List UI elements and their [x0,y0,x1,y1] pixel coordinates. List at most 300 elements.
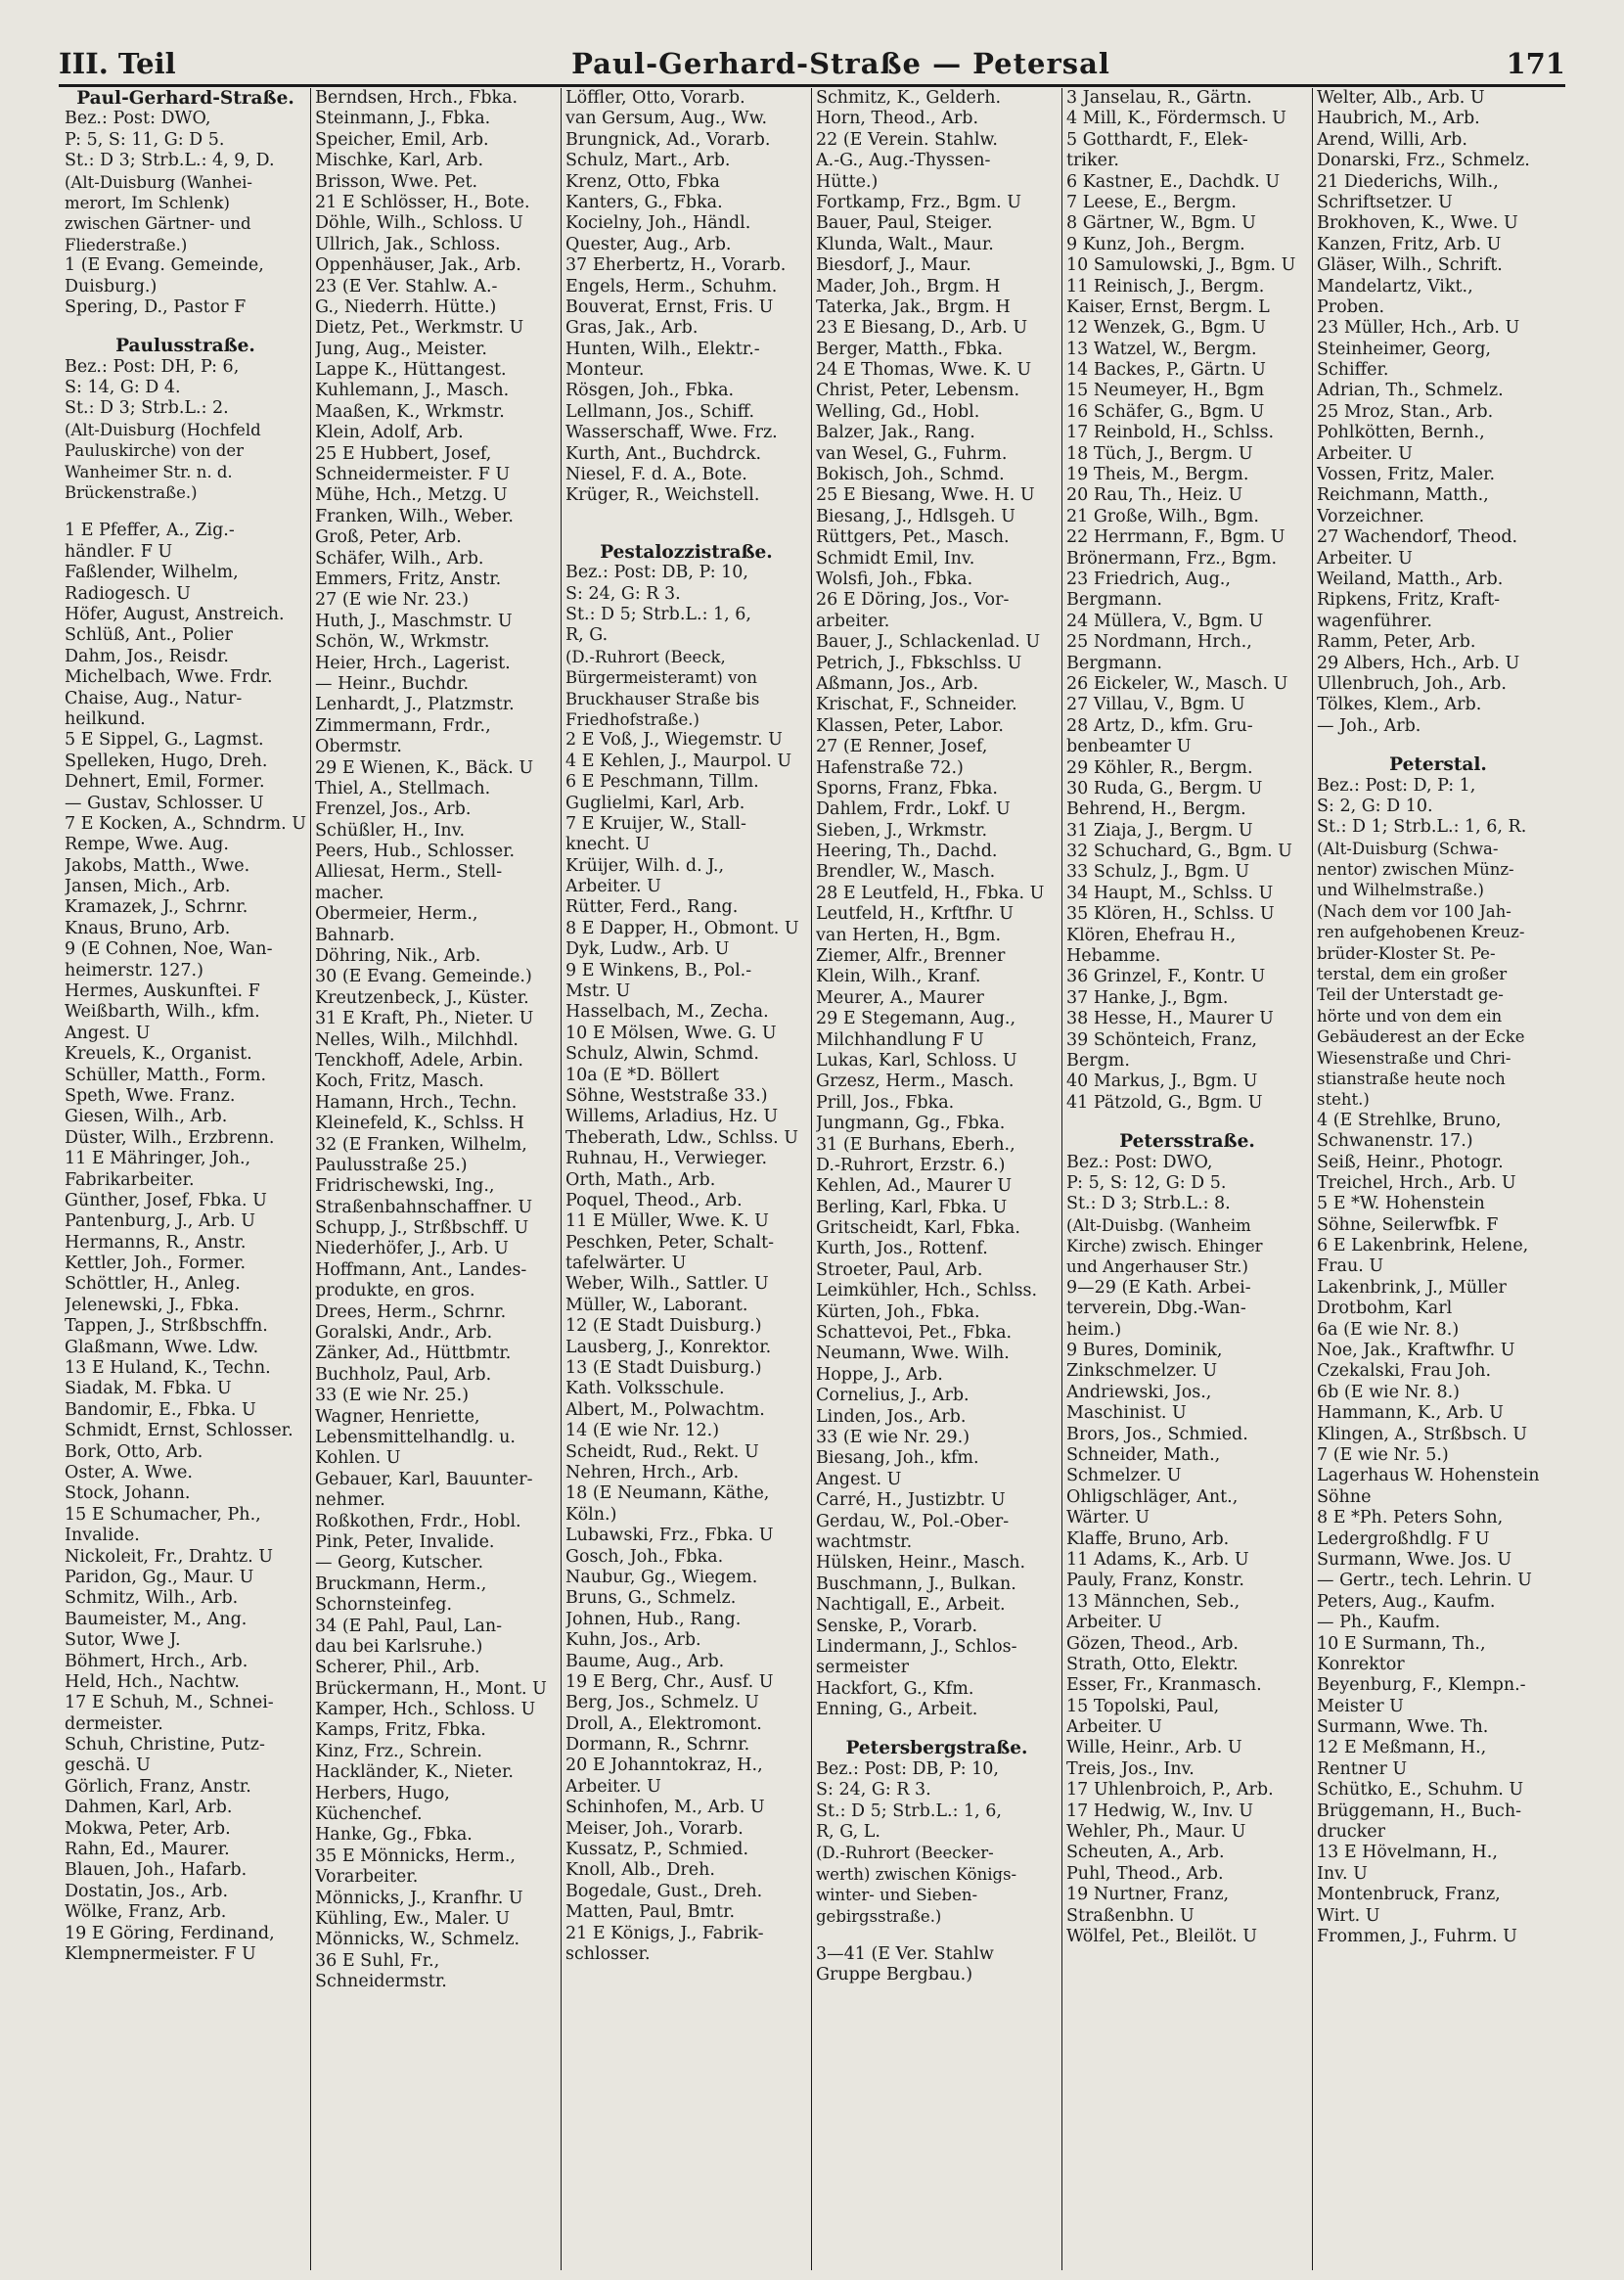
directory-entry: Kinz, Frz., Schrein. [315,1741,482,1761]
directory-entry: Günther, Josef, Fbka. U [65,1190,267,1210]
directory-entry: Döhring, Nik., Arb. [315,946,481,967]
directory-entry: 40 Markus, J., Bgm. U [1066,1072,1258,1092]
directory-entry: Welter, Alb., Arb. U [1317,88,1485,108]
directory-entry: Rösgen, Joh., Fbka. [565,381,735,401]
directory-entry: Gritscheidt, Karl, Fbka. [816,1218,1020,1239]
directory-entry: Kanters, G., Fbka. [565,192,723,212]
directory-entry: Schlüß, Ant., Polier [65,625,233,646]
directory-entry: Wölke, Franz, Arb. [65,1902,227,1923]
directory-entry: Faßlender, Wilhelm, [65,563,239,583]
directory-entry: St.: D 3; Strb.L.: 4, 9, D. [65,151,275,171]
directory-entry: Paulusstraße 25.) [315,1155,468,1175]
directory-entry: Kehlen, Ad., Maurer U [816,1176,1013,1197]
directory-entry: 29 E Wienen, K., Bäck. U [315,757,534,778]
directory-entry: 34 (E Pahl, Paul, Lan- [315,1616,503,1636]
directory-entry: Kamps, Fritz, Fbka. [315,1720,486,1741]
directory-entry: Klempnermeister. F U [65,1943,256,1964]
directory-entry: Kreutzenbeck, J., Küster. [315,987,529,1008]
directory-entry: Poquel, Theod., Arb. [565,1190,743,1210]
directory-entry: Baume, Aug., Arb. [565,1651,725,1671]
directory-entry: 21 Große, Wilh., Bgm. [1066,506,1259,526]
directory-entry: Bahnarb. [315,925,395,945]
directory-entry: Petrich, J., Fbkschlss. U [816,653,1022,673]
directory-entry: Kussatz, P., Schmied. [565,1840,749,1860]
directory-entry: 25 E Hubbert, Josef, [315,443,492,464]
directory-entry: Milchhandlung F U [816,1029,984,1050]
directory-entry: Inv. U [1317,1863,1368,1884]
directory-entry: Wölfel, Pet., Bleilöt. U [1066,1926,1258,1946]
directory-entry: Ruhnau, H., Verwieger. [565,1149,768,1169]
directory-entry: 8 E Dapper, H., Obmont. U [565,918,799,938]
directory-entry: Schinhofen, M., Arb. U [565,1798,765,1818]
directory-entry: Fridrischewski, Ing., [315,1176,495,1197]
directory-entry: Rempe, Wwe. Aug. [65,835,229,855]
directory-entry: 20 E Johanntokraz, H., [565,1756,763,1776]
directory-entry: 10 Samulowski, J., Bgm. U [1066,255,1296,276]
directory-entry: Höfer, August, Anstreich. [65,604,285,624]
directory-entry: 33 (E wie Nr. 29.) [816,1428,970,1447]
directory-entry: Engels, Herm., Schuhm. [565,276,778,296]
directory-entry: Düster, Wilh., Erzbrenn. [65,1127,275,1148]
directory-entry: Schattevoi, Pet., Fbka. [816,1323,1013,1344]
directory-entry: Klein, Adolf, Arb. [315,423,464,443]
directory-entry: Lappe K., Hüttangest. [315,360,507,381]
directory-entry: Weber, Wilh., Sattler. U [565,1274,769,1295]
directory-entry: Esser, Fr., Kranmasch. [1066,1675,1262,1696]
directory-entry: 30 Ruda, G., Bergm. U [1066,778,1263,798]
directory-entry: Lellmann, Jos., Schiff. [565,401,755,422]
directory-entry: Matten, Paul, Bmtr. [565,1902,736,1923]
directory-entry: Rahn, Ed., Maurer. [65,1840,230,1860]
directory-entry: Hunten, Wilh., Elektr.- [565,339,760,359]
directory-entry: Andriewski, Jos., [1066,1382,1212,1402]
directory-entry: produkte, en gros. [315,1281,475,1301]
directory-entry: Schüller, Matth., Form. [65,1065,267,1085]
directory-entry: 17 Hedwig, W., Inv. U [1066,1801,1254,1821]
directory-entry: terverein, Dbg.-Wan- [1066,1299,1246,1319]
directory-entry: Oppenhäuser, Jak., Arb. [315,255,521,276]
directory-entry: Zimmermann, Frdr., [315,715,491,736]
directory-entry: Krüger, R., Weichstell. [565,485,760,506]
directory-entry: (Alt-Duisbg. (Wanheim [1066,1215,1251,1235]
directory-entry: 21 Diederichs, Wilh., [1317,171,1499,192]
directory-entry: Lenhardt, J., Platzmstr. [315,695,515,715]
directory-entry: 21 E Schlösser, H., Bote. [315,192,530,212]
directory-entry: — Heinr., Buchdr. [315,673,470,694]
directory-entry: Nickoleit, Fr., Drahtz. U [65,1546,274,1567]
directory-entry: 32 (E Franken, Wilhelm, [315,1134,527,1155]
directory-entry: Peters, Aug., Kaufm. [1317,1591,1496,1612]
directory-entry: Jakobs, Matth., Wwe. [65,855,250,876]
directory-entry: Christ, Peter, Lebensm. [816,381,1020,401]
directory-entry: Cornelius, J., Arb. [816,1386,970,1406]
directory-entry: 9 Bures, Dominik, [1066,1341,1223,1361]
directory-entry: und Wilhelmstraße.) [1317,881,1484,900]
directory-entry: Hülsken, Heinr., Masch. [816,1553,1026,1573]
directory-entry: R, G. [565,625,609,646]
directory-entry: Tenckhoff, Adele, Arbin. [315,1050,523,1071]
directory-entry: Arbeiter. U [565,877,661,897]
directory-entry: drucker [1317,1822,1385,1843]
directory-entry: 26 E Döring, Jos., Vor- [816,590,1010,611]
directory-entry: Guglielmi, Karl, Arb. [565,793,745,813]
directory-entry: Drees, Herm., Schrnr. [315,1301,507,1322]
directory-entry: Kreuels, K., Organist. [65,1044,252,1065]
directory-entry: Brendler, W., Masch. [816,862,996,883]
directory-entry: Hackfort, G., Kfm. [816,1678,974,1699]
directory-entry: Mönnicks, J., Kranfhr. U [315,1888,523,1908]
directory-entry: Hoffmann, Ant., Landes- [315,1259,527,1280]
directory-entry: (D.-Ruhrort (Beecker- [816,1844,994,1863]
directory-entry: 19 Theis, M., Bergm. [1066,465,1249,485]
directory-entry: Mstr. U [565,981,631,1002]
directory-entry: Buchholz, Paul, Arb. [315,1364,492,1385]
street-heading: Pestalozzistraße. [600,541,773,563]
directory-entry: Bruns, G., Schmelz. [565,1588,737,1609]
directory-entry: 11 Adams, K., Arb. U [1066,1549,1249,1570]
directory-entry: Dahmen, Karl, Arb. [65,1798,233,1818]
directory-entry: Berg, Jos., Schmelz. U [565,1693,759,1713]
directory-entry: Gosch, Joh., Fbka. [565,1546,724,1567]
directory-entry: heimerstr. 127.) [65,960,203,980]
directory-entry: Blauen, Joh., Hafarb. [65,1860,248,1881]
directory-entry: 10 E Surmann, Th., [1317,1633,1486,1654]
directory-entry: Arend, Willi, Arb. [1317,129,1467,150]
directory-entry: 15 Neumeyer, H., Bgm [1066,381,1265,401]
page-title: Paul-Gerhard-Straße — Petersal [571,47,1110,80]
column-2 [311,88,562,2270]
directory-entry: 12 E Meßmann, H., [1317,1738,1487,1758]
directory-entry: Surmann, Wwe. Jos. U [1317,1549,1512,1570]
directory-entry: Leimkühler, Hch., Schlss. [816,1281,1038,1301]
directory-entry: — Gustav, Schlosser. U [65,793,264,813]
directory-entry: Bez.: Post: DWO, [65,109,211,129]
directory-entry: (Nach dem vor 100 Jah- [1317,901,1511,921]
directory-entry: terstal, dem ein großer [1317,965,1508,984]
directory-entry: — Joh., Arb. [1317,715,1421,736]
directory-entry: heilkund. [65,708,146,729]
directory-entry: Steinheimer, Georg, [1317,339,1491,359]
directory-entry: Baumeister, M., Ang. [65,1609,248,1629]
directory-entry: Peers, Hub., Schlosser. [315,842,516,862]
directory-entry: Schmidt Emil, Inv. [816,548,975,569]
spacer [816,1720,1058,1738]
directory-entry: Buschmann, J., Bulkan. [816,1573,1016,1594]
spacer [816,1927,1058,1944]
directory-entry: 1 (E Evang. Gemeinde, [65,255,264,276]
directory-entry: Kurth, Ant., Buchdrck. [565,443,762,464]
directory-entry: S: 24, G: R 3. [816,1780,931,1801]
directory-entry: Lebensmittelhandlg. u. [315,1428,516,1447]
directory-entry: 25 Nordmann, Hrch., [1066,632,1252,653]
directory-entry: Niederhöfer, J., Arb. U [315,1239,509,1259]
directory-entry: Schneidermstr. [315,1972,447,1992]
directory-entry: Drotbohm, Karl [1317,1299,1453,1319]
directory-entry: Schulz, Mart., Arb. [565,151,731,171]
directory-entry: Senske, P., Vorarb. [816,1616,978,1636]
directory-entry: Kleinefeld, K., Schlss. H [315,1114,524,1134]
directory-entry: Fortkamp, Frz., Bgm. U [816,192,1022,212]
directory-entry: A.-G., Aug.-Thyssen- [816,151,991,171]
directory-entry: Donarski, Frz., Schmelz. [1317,151,1530,171]
directory-entry: Fabrikarbeiter. [65,1169,195,1190]
directory-entry: Brückermann, H., Mont. U [315,1678,547,1699]
directory-entry: 17 Uhlenbroich, P., Arb. [1066,1780,1274,1801]
directory-entry: Mader, Joh., Brgm. H [816,276,1001,296]
directory-entry: Wasserschaff, Wwe. Frz. [565,423,778,443]
directory-entry: Kramazek, J., Schrnr. [65,897,248,918]
directory-entry: Frommen, J., Fuhrm. U [1317,1926,1517,1946]
directory-entry: Weißbarth, Wilh., kfm. [65,1002,260,1023]
directory-entry: werth) zwischen Königs- [816,1864,1017,1884]
directory-entry: Schmelzer. U [1066,1466,1182,1486]
directory-entry: triker. [1066,151,1119,171]
directory-entry: Klören, Ehefrau H., [1066,925,1237,945]
directory-entry: — Ph., Kaufm. [1317,1613,1441,1633]
directory-entry: Rentner U [1317,1758,1408,1779]
directory-entry: Montenbruck, Franz, [1317,1885,1501,1905]
directory-entry: Huth, J., Maschmstr. U [315,611,513,631]
directory-entry: Enning, G., Arbeit. [816,1700,978,1720]
directory-entry: Nelles, Wilh., Milchhdl. [315,1029,519,1050]
directory-entry: Berger, Matth., Fbka. [816,339,1004,359]
directory-entry: heim.) [1066,1319,1122,1340]
directory-entry: Hamann, Hrch., Techn. [315,1092,518,1113]
directory-entry: 23 Müller, Hch., Arb. U [1317,318,1520,339]
directory-entry: Spering, D., Pastor F [65,296,247,317]
directory-entry: 27 Wachendorf, Theod. [1317,527,1518,548]
directory-entry: Surmann, Wwe. Th. [1317,1717,1489,1738]
street-heading: Paul-Gerhard-Straße. [76,88,294,109]
directory-entry: Monteur. [565,360,645,381]
directory-entry: Czekalski, Frau Joh. [1317,1361,1492,1382]
directory-entry: Bez.: Post: DH, P: 6, [65,356,240,377]
directory-entry: Bork, Otto, Arb. [65,1441,203,1462]
directory-entry: wagenführer. [1317,611,1432,631]
directory-entry: Dehnert, Emil, Former. [65,772,265,793]
directory-entry: Wiesenstraße und Chri- [1317,1048,1511,1068]
directory-entry: Kurth, Jos., Rottenf. [816,1239,988,1259]
directory-entry: 7 E Kruijer, W., Stall- [565,813,746,834]
directory-entry: Söhne, Weststraße 33.) [565,1085,768,1106]
directory-entry: Quester, Aug., Arb. [565,234,732,254]
directory-entry: sermeister [816,1658,909,1678]
directory-entry: Hoppe, J., Arb. [816,1364,943,1385]
directory-entry: Pauly, Franz, Konstr. [1066,1571,1244,1591]
directory-entry: Scherer, Phil., Arb. [315,1658,480,1678]
directory-entry: Bergmann. [1066,590,1162,611]
directory-entry: Schornsteinfeg. [315,1595,453,1616]
directory-entry: 7 Leese, E., Bergm. [1066,192,1237,212]
directory-entry: 7 (E wie Nr. 5.) [1317,1445,1449,1465]
directory-entry: Johnen, Hub., Rang. [565,1609,742,1629]
directory-entry: Welling, Gd., Hobl. [816,401,980,422]
directory-entry: Siadak, M. Fbka. U [65,1379,232,1399]
directory-entry: 13 (E Stadt Duisburg.) [565,1358,762,1379]
directory-entry: Schäfer, Wilh., Arb. [315,548,484,569]
directory-entry: Kanzen, Fritz, Arb. U [1317,234,1502,254]
directory-entry: Speth, Wwe. Franz. [65,1085,236,1106]
directory-entry: Hammann, K., Arb. U [1317,1403,1504,1424]
street-heading: Peterstal. [1389,754,1487,776]
directory-entry: Carré, H., Justizbtr. U [816,1490,1006,1511]
directory-entry: 35 E Mönnicks, Herm., [315,1846,516,1866]
directory-entry: Schupp, J., Strßbschff. U [315,1218,529,1239]
directory-entry: Aßmann, Jos., Arb. [816,673,979,694]
directory-entry: Theberath, Ldw., Schlss. U [565,1127,798,1148]
directory-entry: Speicher, Emil, Arb. [315,129,489,150]
directory-entry: Puhl, Theod., Arb. [1066,1863,1224,1884]
directory-entry: Kaiser, Ernst, Bergm. L [1066,296,1270,317]
directory-entry: Neumann, Wwe. Wilh. [816,1344,1010,1364]
column-5 [1062,88,1313,2270]
directory-entry: Gläser, Wilh., Schrift. [1317,255,1503,276]
column-3 [562,88,812,2270]
directory-entry: Tölkes, Klem., Arb. [1317,695,1482,715]
directory-entry: Schneider, Math., [1066,1445,1221,1465]
directory-entry: Fliederstraße.) [65,235,188,254]
directory-entry: 11 E Müller, Wwe. K. U [565,1211,769,1232]
directory-entry: Groß, Peter, Arb. [315,527,462,548]
directory-entry: Dietz, Pet., Werkmstr. U [315,318,524,339]
directory-entry: Bouverat, Ernst, Fris. U [565,296,774,317]
directory-entry: Michelbach, Wwe. Frdr. [65,667,273,688]
page-number: 171 [1506,47,1565,80]
directory-entry: Bergmann. [1066,653,1162,673]
directory-entry: 33 (E wie Nr. 25.) [315,1386,470,1406]
directory-entry: Tappen, J., Strßbschffn. [65,1316,268,1337]
directory-entry: 27 (E Renner, Josef, [816,737,988,757]
directory-entry: gebirgsstraße.) [816,1906,942,1926]
directory-entry: Kocielny, Joh., Händl. [565,213,751,234]
directory-entry: Krenz, Otto, Fbka [565,171,720,192]
directory-entry: Herbers, Hugo, [315,1783,450,1803]
directory-entry: Arbeiter. U [1317,443,1413,464]
directory-entry: Nehren, Hrch., Arb. [565,1463,740,1482]
directory-entry: Mönnicks, W., Schmelz. [315,1930,520,1950]
directory-entry: Dostatin, Jos., Arb. [65,1881,229,1901]
directory-entry: Klaffe, Bruno, Arb. [1066,1528,1230,1549]
directory-entry: 17 E Schuh, M., Schnei- [65,1693,274,1713]
directory-entry: Mandelartz, Vikt., [1317,276,1473,296]
directory-entry: 24 E Thomas, Wwe. K. U [816,360,1032,381]
directory-entry: Schiffer. [1317,360,1389,381]
directory-entry: und Angerhauser Str.) [1066,1257,1248,1277]
directory-entry: 37 Eherbertz, H., Vorarb. [565,255,787,276]
directory-entry: Schütko, E., Schuhm. U [1317,1780,1524,1801]
directory-entry: 4 E Kehlen, J., Maurpol. U [565,751,792,771]
directory-entry: Roßkothen, Frdr., Hobl. [315,1511,521,1531]
directory-entry: Koch, Fritz, Masch. [315,1072,484,1092]
directory-entry: Lubawski, Frz., Fbka. U [565,1526,774,1546]
directory-entry: Rütter, Ferd., Rang. [565,897,739,918]
directory-entry: 13 E Hövelmann, H., [1317,1843,1498,1863]
directory-entry: Jansen, Mich., Arb. [65,877,231,897]
directory-entry: 10 E Mölsen, Wwe. G. U [565,1023,777,1043]
directory-entry: winter- und Sieben- [816,1886,978,1905]
directory-entry: Peschken, Peter, Schalt- [565,1232,775,1253]
directory-entry: Schön, W., Wrkmstr. [315,632,490,653]
directory-entry: Görlich, Franz, Anstr. [65,1776,251,1797]
directory-entry: Konrektor [1317,1654,1405,1674]
directory-entry: 28 E Leutfeld, H., Fbka. U [816,883,1045,903]
directory-entry: St.: D 3; Strb.L.: 2. [65,398,229,419]
directory-entry: Kettler, Joh., Former. [65,1254,247,1274]
directory-entry: Rüttgers, Pet., Masch. [816,527,1010,548]
directory-entry: 24 Müllera, V., Bgm. U [1066,611,1264,631]
directory-entry: tafelwärter. U [565,1254,687,1274]
directory-entry: Brüggemann, H., Buch- [1317,1801,1522,1821]
directory-entry: Hasselbach, M., Zecha. [565,1002,769,1023]
directory-entry: Grzesz, Herm., Masch. [816,1072,1015,1092]
directory-entry: Wirt. U [1317,1905,1380,1926]
directory-entry: macher. [315,883,384,903]
directory-entry: Gruppe Bergbau.) [816,1965,973,1985]
directory-entry: 33 Schulz, J., Bgm. U [1066,862,1249,883]
directory-entry: Ullrich, Jak., Schloss. [315,234,501,254]
directory-entry: Balzer, Jak., Rang. [816,423,975,443]
directory-entry: Schmidt, Ernst, Schlosser. [65,1421,293,1441]
directory-entry: Scheuten, A., Arb. [1066,1843,1225,1863]
directory-entry: Treis, Jos., Inv. [1066,1758,1195,1779]
directory-entry: merort, Im Schlenk) [65,193,230,212]
directory-entry: Beyenburg, F., Klempn.- [1317,1675,1526,1696]
directory-entry: St.: D 3; Strb.L.: 8. [1066,1194,1231,1214]
directory-entry: Frenzel, Jos., Arb. [315,799,472,820]
directory-entry: 35 Klören, H., Schlss. U [1066,904,1275,925]
directory-entry: 9 Kunz, Joh., Bergm. [1066,234,1245,254]
directory-entry: 10a (E *D. Böllert [565,1065,720,1085]
directory-entry: Knaus, Bruno, Arb. [65,918,231,938]
directory-entry: Ohligschläger, Ant., [1066,1486,1239,1507]
directory-entry: Albert, M., Polwachtm. [565,1399,765,1420]
directory-entry: Lakenbrink, J., Müller [1317,1277,1507,1298]
directory-entry: Knoll, Alb., Dreh. [565,1860,715,1881]
directory-entry: 22 Herrmann, F., Bgm. U [1066,527,1286,548]
directory-entry: R, G, L. [816,1822,880,1843]
directory-entry: Pantenburg, J., Arb. U [65,1211,255,1232]
directory-entry: Krischat, F., Schneider. [816,695,1017,715]
directory-entry: Lausberg, J., Konrektor. [565,1337,772,1357]
directory-entry: Kuhlemann, J., Masch. [315,381,510,401]
directory-entry: Spelleken, Hugo, Dreh. [65,751,268,771]
directory-entry: Küchenchef. [315,1804,423,1825]
directory-entry: zwischen Gärtner- und [65,214,251,234]
directory-entry: 6 E Peschmann, Tillm. [565,772,759,793]
directory-entry: van Wesel, G., Fuhrm. [816,443,1008,464]
directory-entry: Schneidermeister. F U [315,465,511,485]
directory-entry: Maschinist. U [1066,1403,1187,1424]
directory-entry: Arbeiter. U [565,1776,661,1797]
directory-entry: G., Niederrh. Hütte.) [315,296,497,317]
directory-entry: Schöttler, H., Anleg. [65,1274,241,1295]
directory-entry: Döhle, Wilh., Schloss. U [315,213,523,234]
directory-entry: Berndsen, Hrch., Fbka. [315,88,519,108]
directory-entry: Hanke, Gg., Fbka. [315,1825,473,1846]
directory-entry: Franken, Wilh., Weber. [315,506,514,526]
directory-entry: Bauer, Paul, Steiger. [816,213,993,234]
directory-entry: Duisburg.) [65,276,158,296]
directory-entry: geschä. U [65,1756,151,1776]
directory-entry: (D.-Ruhrort (Beeck, [565,647,726,666]
spacer [1317,737,1559,754]
directory-entry: Horn, Theod., Arb. [816,109,979,129]
directory-entry: Ziemer, Alfr., Brenner [816,946,1006,967]
directory-entry: 4 (E Strehlke, Bruno, [1317,1110,1502,1130]
directory-entry: 37 Hanke, J., Bgm. [1066,987,1229,1008]
directory-entry: Pauluskirche) von der [65,441,245,461]
directory-entry: Treichel, Hrch., Arb. U [1317,1172,1516,1193]
